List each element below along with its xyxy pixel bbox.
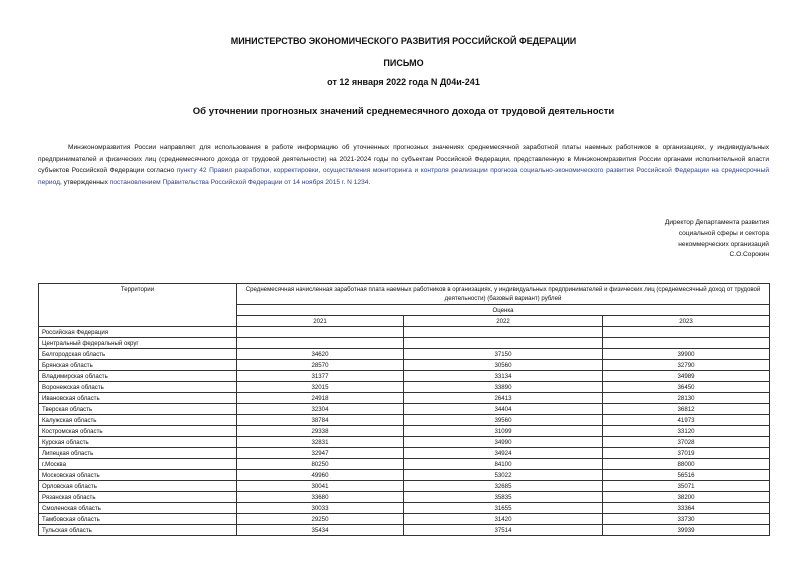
salary-value: 39560: [404, 415, 603, 426]
estimate-header: Оценка: [237, 305, 770, 316]
territory-name: Ивановская область: [39, 393, 237, 404]
salary-value: 32831: [237, 437, 404, 448]
salary-value: 35835: [404, 492, 603, 503]
salary-value: 34620: [237, 349, 404, 360]
salary-value: [237, 338, 404, 349]
salary-value: 32685: [404, 481, 603, 492]
salary-value: 28570: [237, 360, 404, 371]
salary-value: 31655: [404, 503, 603, 514]
territory-name: Костромская область: [39, 426, 237, 437]
territory-name: Московская область: [39, 470, 237, 481]
salary-value: 38200: [603, 492, 770, 503]
table-row: [39, 470, 770, 481]
salary-value: 49960: [237, 470, 404, 481]
table-row: [39, 514, 770, 525]
signature-line: некоммерческих организаций: [678, 240, 769, 248]
salary-value: 33680: [237, 492, 404, 503]
resolution-link[interactable]: постановлением Правительства Российской Федерации от 14 ноября 2015 г. N 1234: [109, 178, 369, 186]
table-header-row: [39, 284, 770, 305]
territory-name: Орловская область: [39, 481, 237, 492]
signature-line: Директор Департамента развития: [664, 219, 769, 226]
body-text-middle: , утвержденных: [59, 178, 110, 186]
table-row: [39, 492, 770, 503]
salary-value: [404, 338, 603, 349]
document-date: от 12 января 2022 года N Д04и-241: [327, 77, 480, 87]
salary-value: 34924: [404, 448, 603, 459]
territory-name: Брянская область: [39, 360, 237, 371]
territory-name: Калужская область: [39, 415, 237, 426]
table-row: [39, 503, 770, 514]
signature-line: социальной сферы и сектора: [678, 229, 769, 237]
salary-value: 39939: [603, 525, 770, 536]
salary-value: 80250: [237, 459, 404, 470]
table-row: [39, 382, 770, 393]
territory-name: Тамбовская область: [39, 514, 237, 525]
salary-value: 88000: [603, 459, 770, 470]
salary-value: 36812: [603, 404, 770, 415]
territory-name: Центральный федеральный округ: [39, 338, 237, 349]
year-header: 2021: [237, 316, 404, 327]
salary-value: 30560: [404, 360, 603, 371]
salary-value: 38784: [237, 415, 404, 426]
territory-name: г.Москва: [39, 459, 237, 470]
salary-value: 32947: [237, 448, 404, 459]
table-row: [39, 481, 770, 492]
salary-value: 41973: [603, 415, 770, 426]
territory-name: Липецкая область: [39, 448, 237, 459]
salary-value: 31420: [404, 514, 603, 525]
table-row: [39, 525, 770, 536]
salary-value: 84100: [404, 459, 603, 470]
table-row: [39, 338, 770, 349]
territory-name: Смоленская область: [39, 503, 237, 514]
salary-value: [404, 327, 603, 338]
territory-name: Курская область: [39, 437, 237, 448]
salary-value: 53022: [404, 470, 603, 481]
salary-value: 29338: [237, 426, 404, 437]
territory-name: Рязанская область: [39, 492, 237, 503]
territory-name: Российская Федерация: [39, 327, 237, 338]
salary-value: 33364: [603, 503, 770, 514]
salary-value: 31377: [237, 371, 404, 382]
body-text-end: .: [368, 178, 371, 186]
salary-value: 28130: [603, 393, 770, 404]
salary-value: [603, 327, 770, 338]
salary-value: 37150: [404, 349, 603, 360]
salary-value: 32790: [603, 360, 770, 371]
year-header: 2022: [404, 316, 603, 327]
table-row: [39, 360, 770, 371]
salary-value: 30033: [237, 503, 404, 514]
salary-value: 36450: [603, 382, 770, 393]
territory-name: Владимирская область: [39, 371, 237, 382]
signatory-name: С.О.Сорокин: [729, 251, 769, 259]
salary-value: 30041: [237, 481, 404, 492]
territory-name: Тульская область: [39, 525, 237, 536]
salary-value: 34404: [404, 404, 603, 415]
territory-name: Тверская область: [39, 404, 237, 415]
salary-value: 35071: [603, 481, 770, 492]
ministry-name: МИНИСТЕРСТВО ЭКОНОМИЧЕСКОГО РАЗВИТИЯ РОССИЙСКОЙ ФЕДЕРАЦИИ: [230, 36, 577, 46]
table-row: [39, 393, 770, 404]
salary-value: 33730: [603, 514, 770, 525]
territory-column-header: Территории: [39, 284, 237, 327]
salary-forecast-table: [38, 283, 770, 536]
salary-value: 34990: [404, 437, 603, 448]
salary-value: 35434: [237, 525, 404, 536]
salary-value: 56516: [603, 470, 770, 481]
document-type: ПИСЬМО: [383, 58, 424, 68]
signature-block: [665, 218, 769, 261]
salary-value: 34989: [603, 371, 770, 382]
salary-value: [603, 338, 770, 349]
rules-link[interactable]: пункту 42 Правил разработки, корректировки, осуществления мониторинга и контроля реализации прогноза социально-экономического развития Российской Федерации на среднесрочный период: [38, 167, 769, 186]
salary-value: 37019: [603, 448, 770, 459]
body-text-start: Минэкономразвития России направляет для использования в работе информацию об уточненных прогнозных значениях среднемесячной заработной платы наемных работников в организациях, у индивидуальных предпринимателей и физических лиц (среднемесячного дохода от трудовой деятельности) на 2021-2024 годы по субъектам Российской Федерации, представленную в Минэкономразвития России органами исполнительной власти субъектов Российской Федерации согласно: [38, 144, 769, 175]
salary-value: 33120: [603, 426, 770, 437]
territory-name: Белгородская область: [39, 349, 237, 360]
salary-value: 29250: [237, 514, 404, 525]
table-row: [39, 426, 770, 437]
salary-value: 32015: [237, 382, 404, 393]
table-row: [39, 404, 770, 415]
table-row: [39, 349, 770, 360]
table-row: [39, 459, 770, 470]
table-row: [39, 448, 770, 459]
salary-value: 37028: [603, 437, 770, 448]
salary-value: 39900: [603, 349, 770, 360]
salary-value: 32304: [237, 404, 404, 415]
salary-value: 33134: [404, 371, 603, 382]
salary-value: 26413: [404, 393, 603, 404]
salary-column-header: Среднемесячная начисленная заработная плата наемных работников в организациях, у индивидуальных предпринимателей и физических лиц (среднемесячный доход от трудовой деятельности) (базовый вариант) рублей: [237, 284, 770, 305]
document-subject: Об уточнении прогнозных значений среднемесячного дохода от трудовой деятельности: [192, 106, 615, 117]
salary-value: 24918: [237, 393, 404, 404]
territory-name: Воронежская область: [39, 382, 237, 393]
salary-value: [237, 327, 404, 338]
salary-value: 31099: [404, 426, 603, 437]
table-row: [39, 415, 770, 426]
salary-value: 37514: [404, 525, 603, 536]
letter-body: [38, 142, 769, 188]
year-header: 2023: [603, 316, 770, 327]
table-row: [39, 371, 770, 382]
table-row: [39, 327, 770, 338]
table-row: [39, 437, 770, 448]
salary-value: 33890: [404, 382, 603, 393]
